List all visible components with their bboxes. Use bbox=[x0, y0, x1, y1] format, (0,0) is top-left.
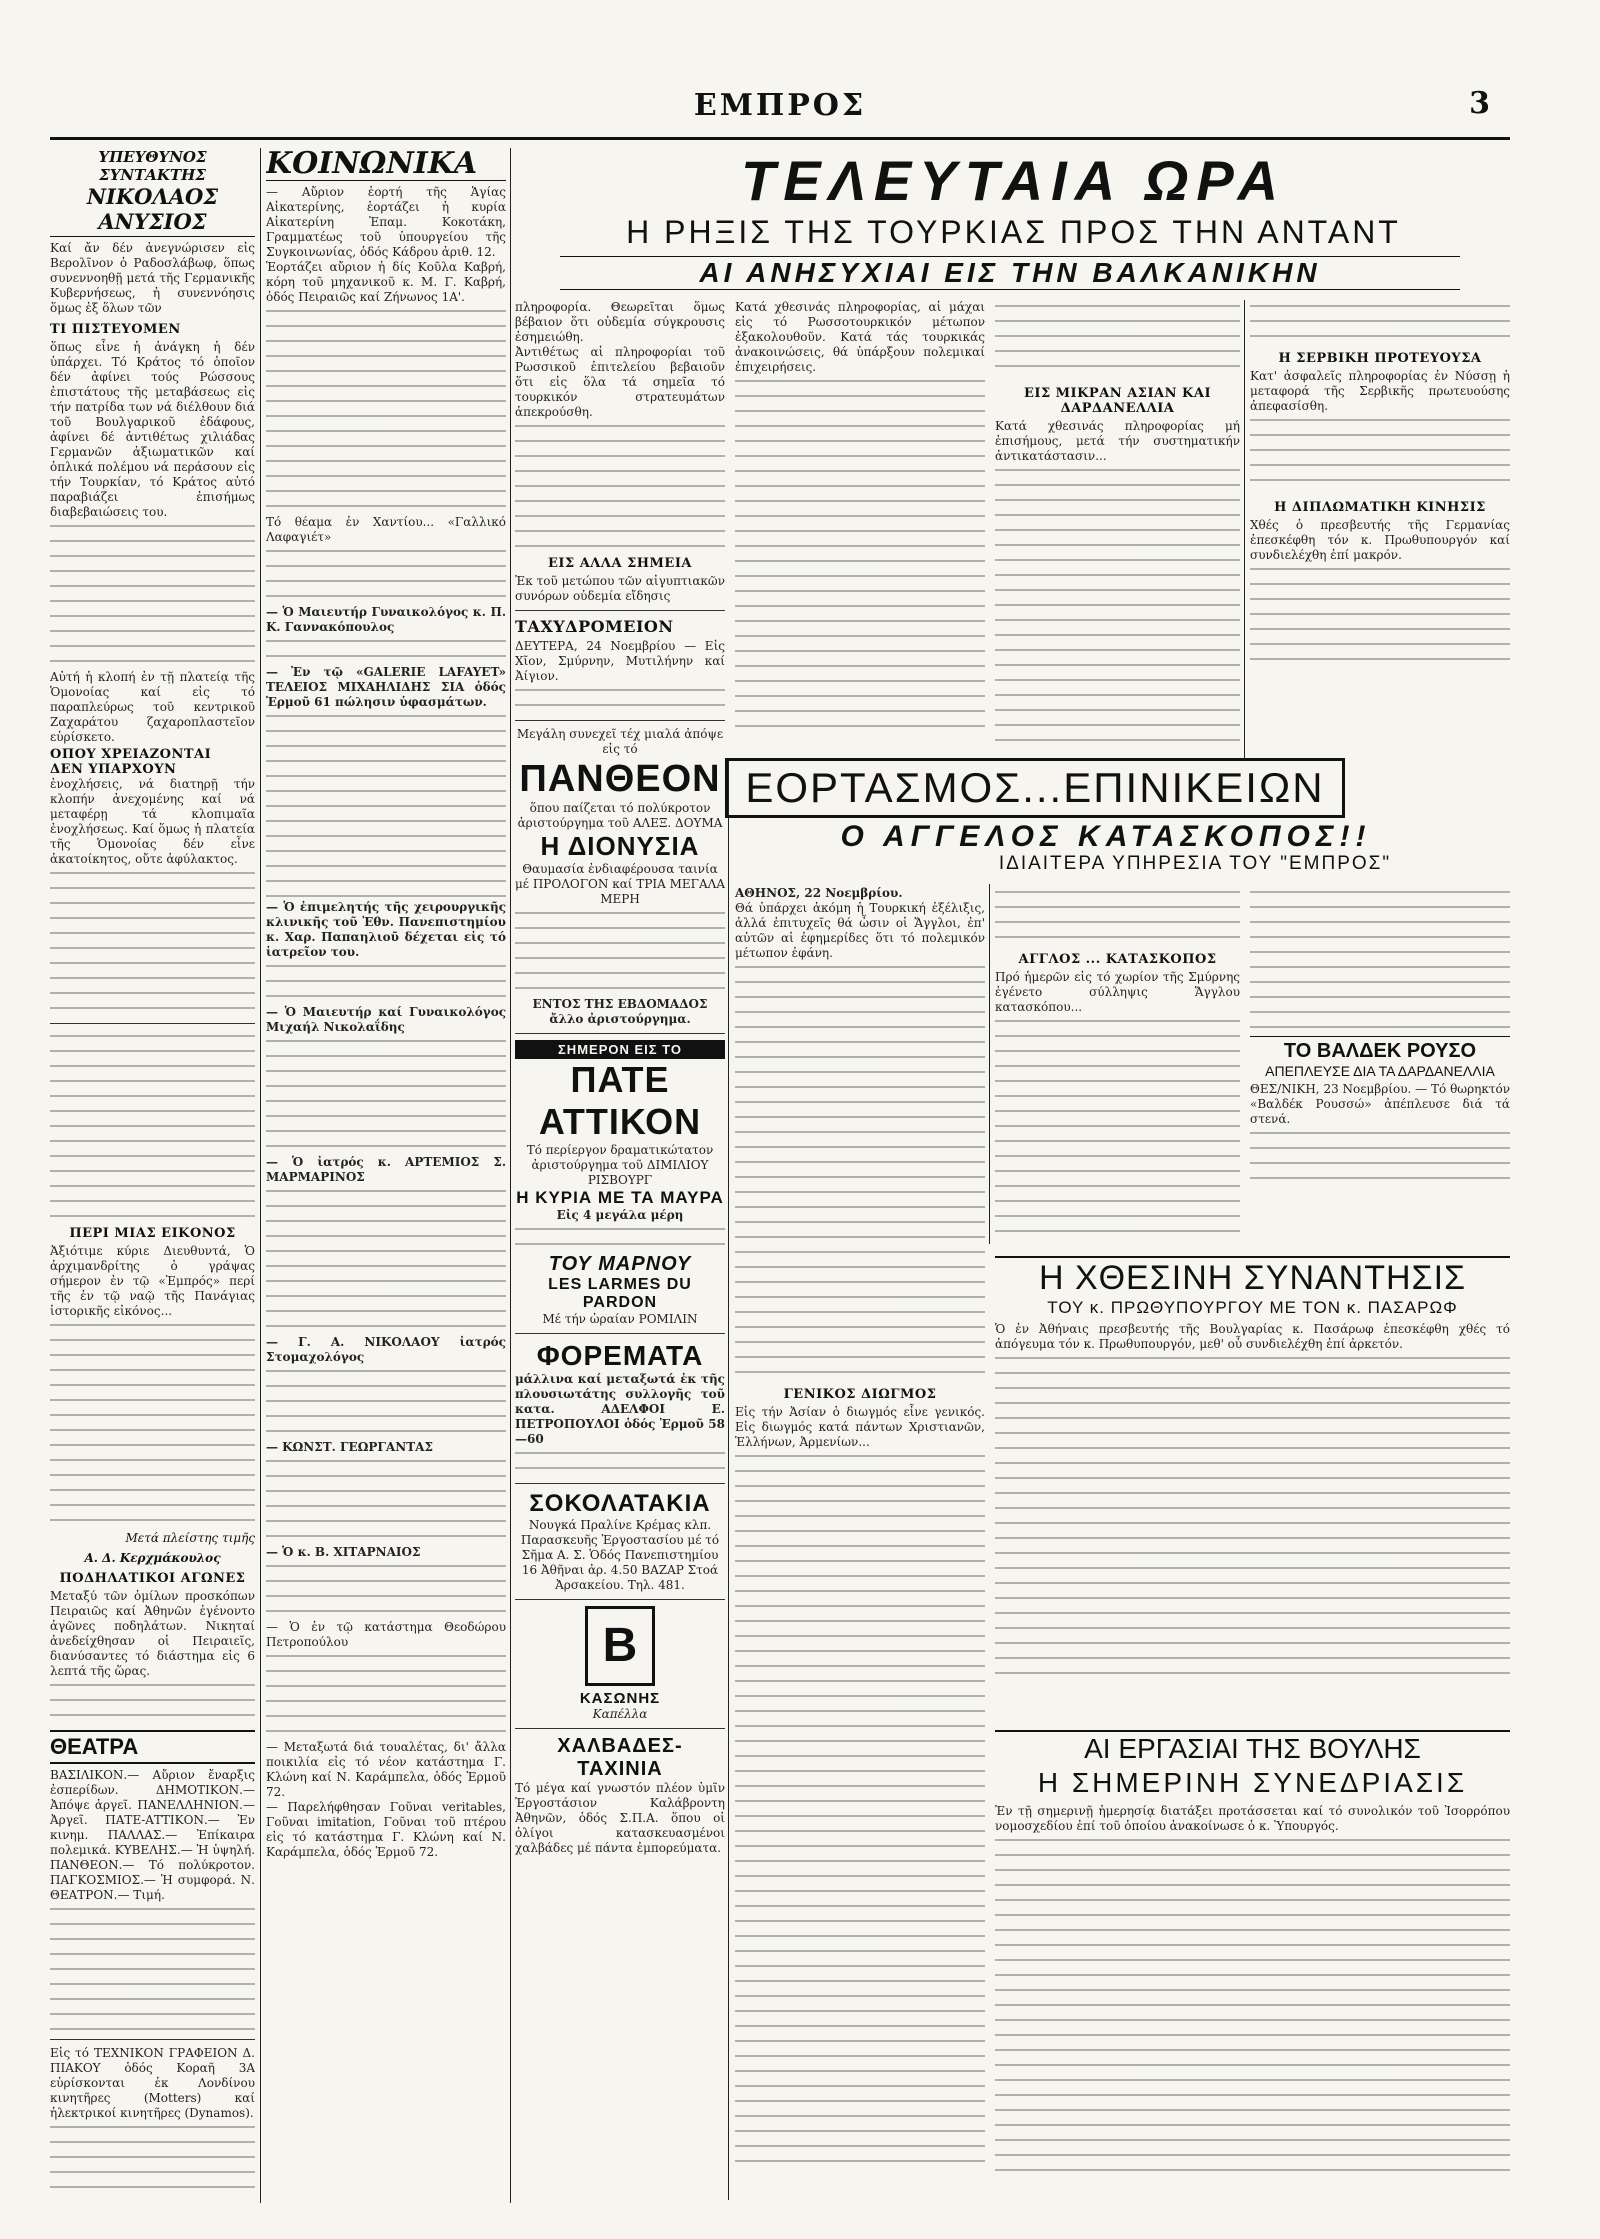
main-article-a bbox=[735, 300, 985, 755]
article-heading: ΤΙ ΠΙΣΤΕΥΟΜΕΝ bbox=[50, 322, 181, 337]
post-heading: ΤΑΧΥΔΡΟΜΕΙΟΝ bbox=[515, 617, 674, 636]
article-text: Μεταξύ τῶν ὁμίλων προσκόπων Πειραιῶς καί Ἀθηνῶν ἐγένοντο ἀγῶνες ποδηλάτων. Νικηταί ἀνεδείχθησαν οἱ Πειραιεῖς, διανύσαντες τό διάστημα εἰς 6 λεπτά τῆς ὥρας. bbox=[50, 1589, 255, 1678]
headline-spy: Ο ΑΓΓΕΛΟΣ ΚΑΤΑΣΚΟΠΟΣ!! bbox=[840, 820, 1372, 853]
signature-line: Μετά πλείστης τιμῆς bbox=[125, 1531, 255, 1545]
masthead bbox=[50, 84, 1510, 140]
ad-dionysia-title: Η ΔΙΟΝΥΣΙΑ bbox=[540, 831, 700, 861]
ad-dresses-title: ΦΟΡΕΜΑΤΑ bbox=[536, 1340, 704, 1371]
parliament-headline: ΑΙ ΕΡΓΑΣΙΑΙ ΤΗΣ ΒΟΥΛΗΣ bbox=[995, 1730, 1510, 1766]
article-text: Ἀξιότιμε κύριε Διευθυντά, Ὁ ἀρχιμανδρίτης ὁ γράψας σήμερον ἐν τῷ «Ἐμπρός» περί τῆς ἐν τῷ ναῷ τῆς Πανάγιας ἱστορικῆς εἰκόνος... bbox=[50, 1244, 255, 1318]
ad-film-title: ΤΟΥ ΜΑΡΝΟΥ bbox=[548, 1253, 692, 1275]
article-text: — Αὔριον ἑορτή τῆς Ἁγίας Αἰκατερίνης, ἑορτάζει ἡ κυρία Αἰκατερίνη Ἐπαμ. Κοκοτάκη, Γραμματέως τοῦ ὑπουργείου τῆς Συγκοινωνίας, ὁδός Κάδρου ἀριθ. 12. bbox=[266, 185, 506, 259]
article-heading: ΔΕΝ ΥΠΑΡΧΟΥΝ bbox=[50, 762, 177, 777]
ad-text: Νουγκά Πραλίνε Κρέμας κλπ. Παρασκευῆς Ἐργοστασίου μέ τό Σῆμα Α. Σ. Ὁδός Πανεπιστημίου 16 Ἀθῆναι ἀρ. 4.50 ΒΑΖΑΡ Στοά Ἀρσακείου. Τηλ. 481. bbox=[520, 1518, 720, 1592]
ad-text: ΕΝΤΟΣ ΤΗΣ ΕΒΔΟΜΑΔΟΣ ἄλλο ἀριστούργημα. bbox=[532, 997, 708, 1026]
social-heading: ΚΟΙΝΩΝΙΚΑ bbox=[266, 148, 506, 181]
article-heading: Η ΣΕΡΒΙΚΗ ΠΡΟΤΕΥΟΥΣΑ bbox=[1278, 351, 1482, 366]
main-article-e bbox=[995, 886, 1240, 1246]
ad-b-logo: Β bbox=[585, 1606, 655, 1686]
article-text: Εἰς τό ΤΕΧΝΙΚΟΝ ΓΡΑΦΕΙΟΝ Δ. ΠΙΑΚΟΥ ὁδός Κοραῆ 3Α εὑρίσκονται ἐκ Λονδίνου κινητῆρες (Motters) καί ἠλεκτρικοί κινητῆρες (Dynamos). bbox=[50, 2046, 255, 2120]
article-heading: ΑΓΓΛΟΣ ... ΚΑΤΑΣΚΟΠΟΣ bbox=[1018, 952, 1217, 967]
page-number: 3 bbox=[1469, 86, 1490, 121]
article-heading: ΟΠΟΥ ΧΡΕΙΑΖΟΝΤΑΙ bbox=[50, 747, 212, 762]
ad-text: Μεγάλη συνεχεῖ τέχ μιαλά ἀπόψε εἰς τό bbox=[516, 727, 724, 756]
article-text: Ὁ ἐν Ἀθήναις πρεσβευτής τῆς Βουλγαρίας κ. Πασάρωφ ἐπεσκέφθη χθές τό ἀπόγευμα τόν κ. Πρωθυπουργόν, μεθ' οὗ συνδιελέχθη ἐπί ἀρκετόν. bbox=[995, 1322, 1510, 1351]
editor-label: ΥΠΕΥΘΥΝΟΣ ΣΥΝΤΑΚΤΗΣ bbox=[98, 148, 207, 184]
ad-pate-title: ΠΑΤΕ ΑΤΤΙΚΟΝ bbox=[538, 1059, 702, 1142]
article-text: ἐνοχλήσεις, νά διατηρῇ τήν κλοπήν ἀνεχομένης καί νά μεταφέρῃ τά κλοπιμαῖα ἐνοχλήσεως. Καί ὅμως ἡ πλατεία τῆς Ὁμονοίας δέν εἶνε ἀκατοίκητος, οὔτε ἀφύλακτος. bbox=[50, 777, 255, 866]
main-article-d bbox=[735, 886, 985, 2203]
notice-text: — Ὁ Μαιευτήρ καί Γυναικολόγος Μιχαήλ Νικολαΐδης bbox=[266, 1005, 506, 1034]
notice-text: — Ὁ ἐπιμελητής τῆς χειρουργικῆς κλινικῆς τοῦ Ἐθν. Πανεπιστημίου κ. Χαρ. Παπαηλιοῦ δέχεται εἰς τό ἰατρεῖον του. bbox=[266, 900, 506, 959]
column-1 bbox=[50, 148, 255, 2203]
theatres-listing: ΒΑΣΙΛΙΚΟΝ.— Αὔριον ἔναρξις ἐσπερίδων. ΔΗΜΟΤΙΚΟΝ.— Ἀπόψε ἀργεῖ. ΠΑΝΕΛΛΗΝΙΟΝ.— Ἀργεῖ. ΠΑΤΕ-ΑΤΤΙΚΟΝ.— Ἐν κινημ. ΠΑΛΛΑΣ.— Ἐπίκαιρα πολεμικά. ΚΥΒΕΛΗΣ.— Ἡ ὑψηλή. ΠΑΝΘΕΟΝ.— Τό πολύκροτον. ΠΑΓΚΟΣΜΙΟΣ.— Ἡ συμφορά. Ν. ΘΕΑΤΡΟΝ.— Τιμή. bbox=[50, 1768, 255, 1902]
ad-pantheon-title: ΠΑΝΘΕΟΝ bbox=[519, 758, 721, 800]
ad-text: μάλλινα καί μεταξωτά ἐκ τῆς πλουσιωτάτης συλλογῆς τοῦ κατα. ΑΔΕΛΦΟΙ Ε. ΠΕΤΡΟΠΟΥΛΟΙ ὁδός Ἑρμοῦ 58—60 bbox=[515, 1372, 725, 1446]
signature-name: Α. Δ. Κερχμάκουλος bbox=[84, 1551, 221, 1565]
notice-text: — ΚΩΝΣΤ. ΓΕΩΡΓΑΝΤΑΣ bbox=[266, 1440, 433, 1454]
ad-text: Εἰς 4 μεγάλα μέρη bbox=[556, 1208, 684, 1222]
article-subheading: ΑΠΕΠΛΕΥΣΕ ΔΙΑ ΤΑ ΔΑΡΔΑΝΕΛΛΙΑ bbox=[1265, 1063, 1495, 1079]
notice-text: — Ὁ ἰατρός κ. ΑΡΤΕΜΙΟΣ Σ. ΜΑΡΜΑΡΙΝΟΣ bbox=[266, 1155, 506, 1184]
ad-film-title: Η ΚΥΡΙΑ ΜΕ ΤΑ ΜΑΥΡΑ bbox=[516, 1188, 724, 1207]
ad-halva-title: ΧΑΛΒΑΔΕΣ-ΤΑΧΙΝΙΑ bbox=[557, 1735, 683, 1780]
article-text: Πρό ἡμερῶν εἰς τό χωρίον τῆς Σμύρνης ἐγένετο σύλληψις Ἄγγλου κατασκόπου... bbox=[995, 970, 1240, 1014]
parliament-article bbox=[995, 1730, 1510, 2203]
article-heading: ΠΕΡΙ ΜΙΑΣ ΕΙΚΟΝΟΣ bbox=[69, 1226, 236, 1241]
dateline: ΑΘΗΝΟΣ, 22 Νοεμβρίου. bbox=[735, 886, 903, 900]
article-heading: Η ΔΙΠΛΩΜΑΤΙΚΗ ΚΙΝΗΣΙΣ bbox=[1274, 500, 1486, 515]
main-article-b bbox=[995, 300, 1240, 755]
article-heading: ΤΟ ΒΑΛΔΕΚ ΡΟΥΣΟ bbox=[1250, 1036, 1510, 1063]
article-text: Χθές ὁ πρεσβευτής τῆς Γερμανίας ἐπεσκέφθη τόν κ. Πρωθυπουργόν καί συνδιελέχθη ἐπί μακρόν. bbox=[1250, 518, 1510, 562]
theatres-heading: ΘΕΑΤΡΑ bbox=[50, 1730, 255, 1764]
ad-text: Καπέλλα bbox=[592, 1707, 648, 1721]
notice-text: — Γ. Α. ΝΙΚΟΛΑΟΥ ἰατρός Στομαχολόγος bbox=[266, 1335, 506, 1364]
parliament-subheadline: Η ΣΗΜΕΡΙΝΗ ΣΥΝΕΔΡΙΑΣΙΣ bbox=[1037, 1767, 1468, 1798]
article-text: Θά ὑπάρχει ἀκόμη ἡ Τουρκική ἐξέλιξις, ἀλλά ἐπιτυχεῖς θά ὦσιν οἱ Ἄγγλοι, ἐπ' αὐτῶν αἱ ἐφημερίδες ὅτι τό πολεμικόν μέτωπον ἐφάνη. bbox=[735, 901, 985, 960]
post-text: ΔΕΥΤΕΡΑ, 24 Νοεμβρίου — Εἰς Χῖον, Σμύρνην, Μυτιλήνην καί Ἀίγιον. bbox=[515, 639, 725, 683]
paper-name: ΕΜΠΡΟΣ bbox=[693, 88, 867, 123]
article-text: Τό θέαμα ἐν Χαντίου... «Γαλλικό Λαφαγιέτ» bbox=[266, 515, 506, 544]
article-text: Ἀντιθέτως αἱ πληροφορίαι τοῦ Ρωσσικοῦ ἐπιτελείου βεβαιοῦν ὅτι εἰς ὅλα τά σημεῖα τό τουρκικόν στρατευμάτων ἀπεκρούσθη. bbox=[515, 345, 725, 419]
article-heading: ΕΙΣ ΑΛΛΑ ΣΗΜΕΙΑ bbox=[547, 556, 693, 571]
column-rule bbox=[260, 148, 261, 2203]
article-text: ὅπως εἶνε ἡ ἀνάγκη ἡ δέν ὑπάρχει. Τό Κράτος τό ὁποῖον δέν ἀφίνει τούς Ρώσσους ἐπιστάτους τῆς μεταβάσεως εἰς τήν πατρίδα των νά διέλθουν διά τοῦ Βουλγαρικοῦ ἐδάφους, ἀφίνει δέ ἀντιθέτως χιλιάδας Γερμανῶν ἀξιωματικῶν καί ὁπλικά πολέμου νά περάσουν εἰς τήν Τουρκίαν, τό Κράτος αὐτό παραβιάζει ἐπισήμως διαβεβαιώσεις του. bbox=[50, 340, 255, 519]
article-text: ΘΕΣ/ΝΙΚΗ, 23 Νοεμβρίου. — Τό θωρηκτόν «Βαλδέκ Ρουσσώ» ἀπέπλευσε διά τά στενά. bbox=[1250, 1082, 1510, 1126]
notice-text: — Ὁ κ. Β. ΧΙΤΑΡΝΑΙΟΣ bbox=[266, 1545, 421, 1559]
main-article-c bbox=[1250, 300, 1510, 755]
editor-name: ΝΙΚΟΛΑΟΣ ΑΝΥΣΙΟΣ bbox=[50, 184, 255, 237]
article-heading: ΠΟΔΗΛΑΤΙΚΟΙ ΑΓΩΝΕΣ bbox=[59, 1571, 246, 1586]
meeting-headline: Η ΧΘΕΣΙΝΗ ΣΥΝΑΝΤΗΣΙΣ bbox=[995, 1256, 1510, 1298]
ad-text: Τό περίεργον δραματικώτατον ἀριστούργημα τοῦ ΔΙΜΙΛΙΟΥ ΡΙΣΒΟΥΡΓ bbox=[526, 1143, 714, 1187]
article-text: Ἐκ τοῦ μετώπου τῶν αἰγυπτιακῶν συνόρων οὐδεμία εἴδησις bbox=[515, 574, 725, 603]
meeting-subheadline: ΤΟΥ κ. ΠΡΩΘΥΠΟΥΡΓΟΥ ΜΕ ΤΟΝ κ. ΠΑΣΑΡΩΦ bbox=[1047, 1298, 1458, 1317]
article-text: Καί ἄν δέν ἀνεγνώρισεν εἰς Βερολῖνον ὁ Ραδοσλάβωφ, ὅπως συνεννοηθῇ μετά τῆς Γερμανικῆς Κυβερνήσεως, ἡ συνεννόησις ὅμως ἐξ ὅλων τῶν bbox=[50, 241, 255, 315]
column-rule bbox=[728, 760, 729, 2200]
ad-text: Μέ τήν ὡραίαν ΡΟΜΙΛΙΝ bbox=[542, 1312, 698, 1326]
notice-text: — Ὁ Μαιευτήρ Γυναικολόγος κ. Π. Κ. Γαννακόπουλος bbox=[266, 605, 506, 634]
article-text: Κατά χθεσινάς πληροφορίας μή ἐπισήμους, μετά τήν συστηματικήν ἀντικατάστασιν... bbox=[995, 419, 1240, 463]
headline-balkans: ΑΙ ΑΝΗΣΥΧΙΑΙ ΕΙΣ ΤΗΝ ΒΑΛΚΑΝΙΚΗΝ bbox=[560, 256, 1460, 290]
main-article-f bbox=[1250, 886, 1510, 1246]
notice-text: — Μεταξωτά διά τουαλέτας, δι' ἄλλα ποικιλία εἰς τό νέον κατάστημα Γ. Κλώνη καί Ν. Καράμπελα, ὁδός Ἑρμοῦ 72. bbox=[266, 1740, 506, 1799]
headline-rupture: Η ΡΗΞΙΣ ΤΗΣ ΤΟΥΡΚΙΑΣ ΠΡΟΣ ΤΗΝ ΑΝΤΑΝΤ bbox=[626, 214, 1401, 250]
column-3 bbox=[515, 300, 725, 2239]
notice-text: — Παρελήφθησαν Γοῦναι veritables, Γοῦναι imitation, Γοῦναι τοῦ πτέρου εἰς τό κατάστημα Γ. Κλώνη καί Ν. Καράμπελα, ὁδός Ἑρμοῦ 72. bbox=[266, 1800, 506, 1859]
headline-celebration: ΕΟΡΤΑΣΜΟΣ...ΕΠΙΝΙΚΕΙΩΝ bbox=[725, 758, 1345, 818]
ad-text: Τό μέγα καί γνωστόν πλέον ὑμῖν Ἐργοστάσιον Καλάβροντη Ἀθηνῶν, ὁδός Σ.Π.Α. ὅπου οἱ ὀλίγοι κατασκευασμένοι χαλβάδες μέ πάντα ἐμπορεύματα. bbox=[515, 1781, 725, 1855]
column-rule bbox=[989, 884, 990, 1244]
article-heading: ΕΙΣ ΜΙΚΡΑΝ ΑΣΙΑΝ ΚΑΙ ΔΑΡΔΑΝΕΛΛΙΑ bbox=[1023, 386, 1212, 416]
notice-text: — Ὁ ἐν τῷ κατάστημα Θεοδώρου Πετροπούλου bbox=[266, 1620, 506, 1649]
ad-today: ΣΗΜΕΡΟΝ ΕΙΣ ΤΟ bbox=[515, 1040, 725, 1059]
article-text: Ἑορτάζει αὔριον ἡ δίς Κοῦλα Καβρή, κόρη τοῦ μηχανικοῦ κ. Μ. Γ. Καβρή, ὁδός Πειραιῶς καί Ζήνωνος 1Α'. bbox=[266, 260, 506, 304]
column-2 bbox=[266, 148, 506, 2203]
headline-last-hour: ΤΕΛΕΥΤΑΙΑ ΩΡΑ bbox=[741, 149, 1286, 212]
column-rule bbox=[1244, 300, 1245, 760]
meeting-article bbox=[995, 1256, 1510, 1716]
article-text: Κατά χθεσινάς πληροφορίας, αἱ μάχαι εἰς τό Ρωσσοτουρκικόν μέτωπον ἐξακολουθοῦν. Κατά τάς τουρκικάς ἀνακοινώσεις, θά ὑπάρξουν πολεμικαί ἐπιχειρήσεις. bbox=[735, 300, 985, 374]
special-service: ΙΔΙΑΙΤΕΡΑ ΥΠΗΡΕΣΙΑ ΤΟΥ "ΕΜΠΡΟΣ" bbox=[998, 853, 1392, 874]
ad-film-title: LES LARMES DU PARDON bbox=[548, 1276, 692, 1311]
ad-text: ὅπου παίζεται τό πολύκροτον ἀριστούργημα τοῦ ΑΛΕΞ. ΔΟΥΜΑ bbox=[517, 801, 723, 830]
article-text: Κατ' ἀσφαλεῖς πληροφορίας ἐν Νύσσῃ ἡ μεταφορά τῆς Σερβικῆς πρωτευούσης ἀπεφασίσθη. bbox=[1250, 369, 1510, 413]
article-text: Ἐν τῇ σημερινῇ ἡμερησίᾳ διατάξει προτάσσεται καί τό συνολικόν τοῦ Ἰσορρόπου νομοσχεδίου ἐπί τοῦ ὁποίου ἀνακοίνωσε ὁ κ. Ὑπουργός. bbox=[995, 1804, 1510, 1833]
article-text: Αὐτή ἡ κλοπή ἐν τῇ πλατείᾳ τῆς Ὁμονοίας καί εἰς τό παραπλεύρως τοῦ κεντρικοῦ Ζαχαράτου ζαχαροπλαστεῖον εὑρίσκετο. bbox=[50, 670, 255, 744]
ad-hats-title: ΚΑΣΩΝΗΣ bbox=[579, 1690, 661, 1707]
ad-chocolate-title: ΣΟΚΟΛΑΤΑΚΙΑ bbox=[529, 1490, 711, 1517]
notice-text: — Ἐν τῷ «GALERIE LAFAYET» ΤΕΛΕΙΟΣ ΜΙΧΑΗΛΙΔΗΣ ΣΙΑ ὁδός Ἑρμοῦ 61 πώλησιν ὑφασμάτων. bbox=[266, 665, 506, 709]
column-rule bbox=[510, 148, 511, 2203]
article-text: πληροφορία. Θεωρεῖται ὅμως βέβαιον ὅτι οὐδεμία σύγκρουσις ἐσημειώθη. bbox=[515, 300, 725, 344]
ad-text: Θαυμασία ἐνδιαφέρουσα ταινία μέ ΠΡΟΛΟΓΟΝ καί ΤΡΙΑ ΜΕΓΑΛΑ ΜΕΡΗ bbox=[515, 862, 725, 906]
article-heading: ΓΕΝΙΚΟΣ ΔΙΩΓΜΟΣ bbox=[783, 1387, 937, 1402]
article-text: Εἰς τήν Ἀσίαν ὁ διωγμός εἶνε γενικός. Εἰς διωγμός κατά πάντων Χριστιανῶν, Ἑλλήνων, Ἀρμενίων... bbox=[735, 1405, 985, 1449]
